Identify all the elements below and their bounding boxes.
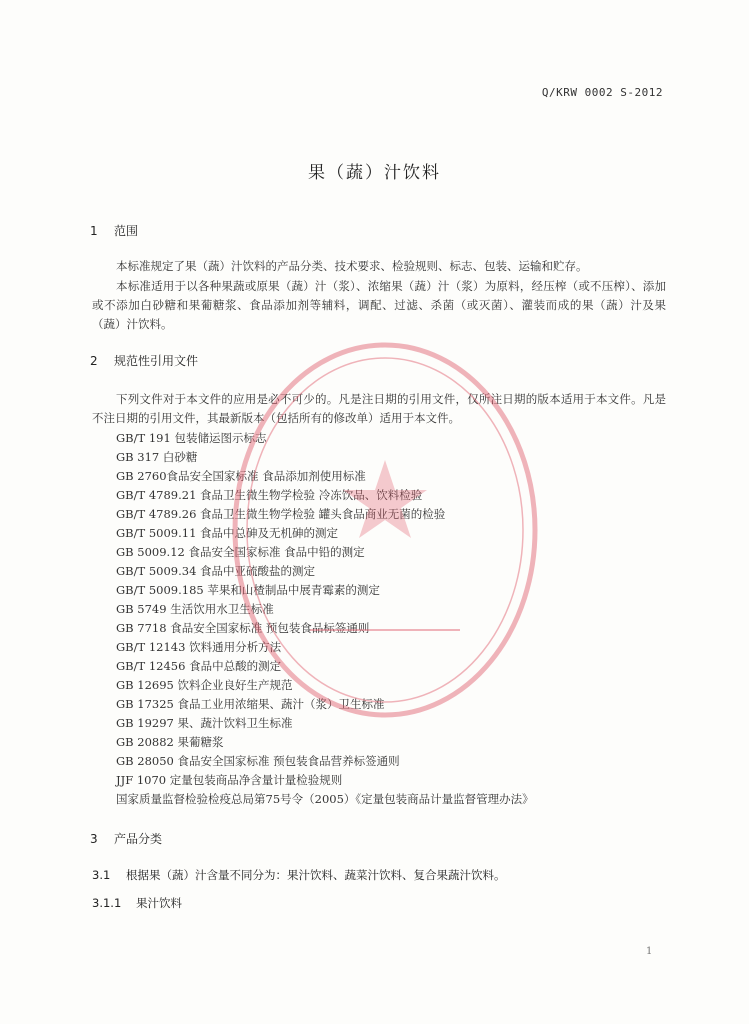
reference-item: GB 12695 饮料企业良好生产规范 [116, 678, 293, 692]
section-2-heading [90, 352, 198, 369]
clause-text: 根据果（蔬）汁含量不同分为：果汁饮料、蔬菜汁饮料、复合果蔬汁饮料。 [126, 868, 506, 882]
reference-item: GB/T 4789.21 食品卫生微生物学检验 冷冻饮品、饮料检验 [116, 488, 423, 502]
reference-item: GB 317 白砂糖 [116, 450, 198, 464]
section-1-heading [90, 222, 138, 239]
reference-item: GB/T 5009.11 食品中总砷及无机砷的测定 [116, 526, 339, 540]
normative-references-list [116, 429, 534, 809]
section-1-paragraph-2: 本标准适用于以各种果蔬或原果（蔬）汁（浆）、浓缩果（蔬）汁（浆）为原料，经压榨（或不压榨）、添加或不添加白砂糖和果葡糖浆、食品添加剂等辅料，调配、过滤、杀菌（或灭菌）、灌装而成的果（蔬）汁及果（蔬）汁饮料。 [92, 279, 666, 331]
section-title: 范围 [114, 224, 139, 238]
reference-item: GB 7718 食品安全国家标准 预包装食品标签通则 [116, 621, 370, 635]
page-number: 1 [646, 946, 653, 957]
reference-item: GB/T 12143 饮料通用分析方法 [116, 640, 282, 654]
section-number: 3 [90, 832, 98, 846]
reference-item: GB/T 12456 食品中总酸的测定 [116, 659, 282, 673]
reference-item: GB 19297 果、蔬汁饮料卫生标准 [116, 716, 293, 730]
reference-item: JJF 1070 定量包装商品净含量计量检验规则 [116, 773, 343, 787]
reference-item: GB 5749 生活饮用水卫生标准 [116, 602, 274, 616]
section-title: 规范性引用文件 [114, 354, 199, 368]
clause-3-1 [92, 867, 506, 883]
reference-item: GB/T 5009.185 苹果和山楂制品中展青霉素的测定 [116, 583, 380, 597]
reference-item: GB 17325 食品工业用浓缩果、蔬汁（浆）卫生标准 [116, 697, 385, 711]
clause-text: 果汁饮料 [136, 896, 182, 910]
section-number: 2 [90, 354, 98, 368]
page-title: 果（蔬）汁饮料 [308, 163, 441, 183]
reference-item: GB/T 191 包装储运图示标志 [116, 431, 267, 445]
section-2-intro: 下列文件对于本文件的应用是必不可少的。凡是注日期的引用文件，仅所注日期的版本适用于本文件。凡是不注日期的引用文件，其最新版本（包括所有的修改单）适用于本文件。 [92, 392, 666, 425]
clause-number: 3.1.1 [92, 896, 122, 910]
section-1-paragraph-1: 本标准规定了果（蔬）汁饮料的产品分类、技术要求、检验规则、标志、包装、运输和贮存。 [116, 259, 588, 273]
reference-item: 国家质量监督检验检疫总局第75号令（2005）《定量包装商品计量监督管理办法》 [116, 792, 534, 806]
reference-item: GB/T 5009.34 食品中亚硫酸盐的测定 [116, 564, 316, 578]
reference-item: GB/T 4789.26 食品卫生微生物学检验 罐头食品商业无菌的检验 [116, 507, 446, 521]
reference-item: GB 28050 食品安全国家标准 预包装食品营养标签通则 [116, 754, 400, 768]
standard-code: Q/KRW 0002 S-2012 [541, 86, 663, 99]
clause-number: 3.1 [92, 868, 111, 882]
reference-item: GB 20882 果葡糖浆 [116, 735, 224, 749]
reference-item: GB 2760食品安全国家标准 食品添加剂使用标准 [116, 469, 366, 483]
section-3-heading [90, 830, 162, 847]
clause-3-1-1 [92, 895, 182, 911]
reference-item: GB 5009.12 食品安全国家标准 食品中铅的测定 [116, 545, 365, 559]
section-number: 1 [90, 224, 98, 238]
section-title: 产品分类 [114, 832, 163, 846]
